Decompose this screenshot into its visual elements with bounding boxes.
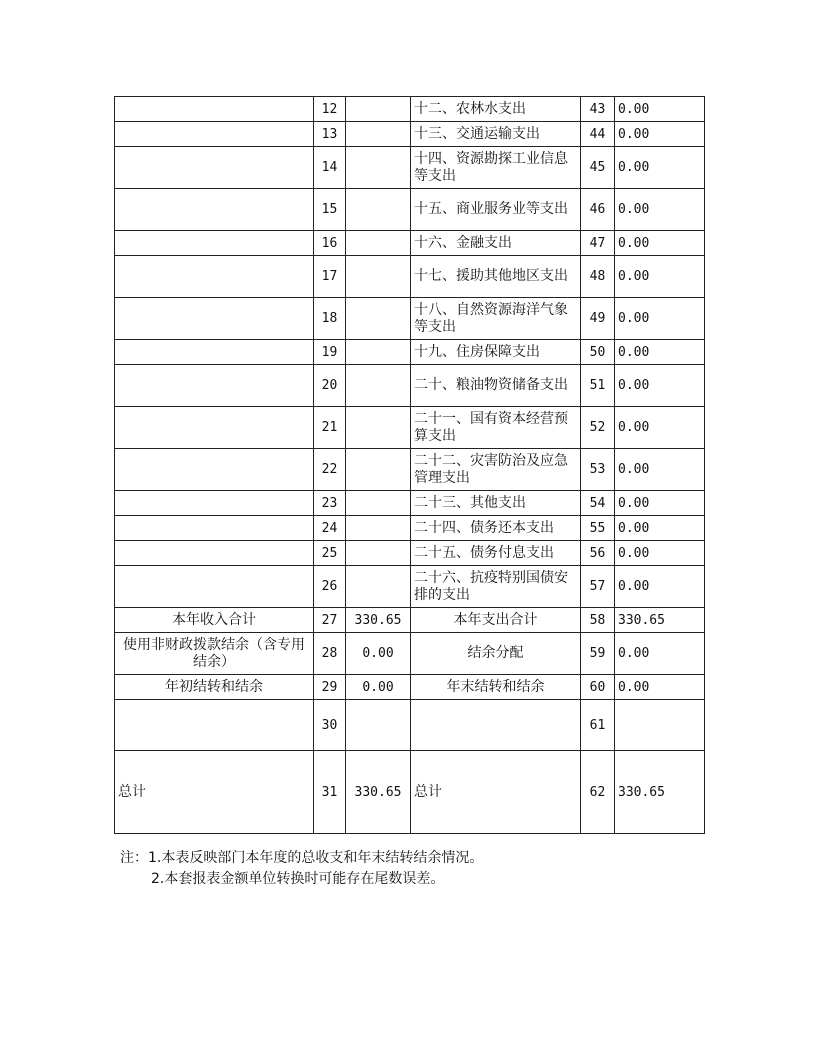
income-amount bbox=[346, 147, 411, 189]
table-row bbox=[115, 340, 705, 365]
total-income-label: 总计 bbox=[115, 751, 314, 834]
expense-item: 十五、商业服务业等支出 bbox=[411, 189, 581, 231]
table-notes bbox=[120, 848, 483, 890]
expense-row-number: 45 bbox=[581, 147, 615, 189]
table-row bbox=[115, 516, 705, 541]
income-row-number: 25 bbox=[314, 541, 346, 566]
income-item-cell bbox=[115, 700, 314, 751]
income-row-number: 29 bbox=[314, 675, 346, 700]
income-amount bbox=[346, 298, 411, 340]
income-amount bbox=[346, 449, 411, 491]
income-amount bbox=[346, 541, 411, 566]
expense-amount: 0.00 bbox=[615, 675, 705, 700]
income-row-number: 28 bbox=[314, 633, 346, 675]
expense-row-number: 55 bbox=[581, 516, 615, 541]
income-row-number: 22 bbox=[314, 449, 346, 491]
income-item-cell bbox=[115, 147, 314, 189]
expense-item: 十三、交通运输支出 bbox=[411, 122, 581, 147]
expense-amount: 0.00 bbox=[615, 449, 705, 491]
expense-row-number: 49 bbox=[581, 298, 615, 340]
income-row-number: 14 bbox=[314, 147, 346, 189]
expense-row-number: 44 bbox=[581, 122, 615, 147]
expense-item: 二十二、灾害防治及应急管理支出 bbox=[411, 449, 581, 491]
income-item-cell bbox=[115, 407, 314, 449]
income-row-number: 19 bbox=[314, 340, 346, 365]
income-row-number: 18 bbox=[314, 298, 346, 340]
note-prefix: 注： bbox=[120, 850, 148, 866]
summary-row bbox=[115, 675, 705, 700]
income-row-number: 30 bbox=[314, 700, 346, 751]
income-item-cell bbox=[115, 189, 314, 231]
income-row-number: 15 bbox=[314, 189, 346, 231]
expense-amount: 0.00 bbox=[615, 516, 705, 541]
blank-row bbox=[115, 700, 705, 751]
table-row bbox=[115, 566, 705, 608]
expense-item: 十四、资源勘探工业信息等支出 bbox=[411, 147, 581, 189]
summary-row bbox=[115, 608, 705, 633]
income-amount: 330.65 bbox=[346, 751, 411, 834]
expense-row-number: 54 bbox=[581, 491, 615, 516]
expense-row-number: 47 bbox=[581, 231, 615, 256]
summary-row bbox=[115, 633, 705, 675]
expense-item: 二十一、国有资本经营预算支出 bbox=[411, 407, 581, 449]
note-text-2: 2.本套报表金额单位转换时可能存在尾数误差。 bbox=[151, 871, 445, 887]
summary-income-label: 本年收入合计 bbox=[115, 608, 314, 633]
expense-amount: 0.00 bbox=[615, 491, 705, 516]
expense-row-number: 60 bbox=[581, 675, 615, 700]
expense-amount: 0.00 bbox=[615, 365, 705, 407]
expense-amount: 330.65 bbox=[615, 751, 705, 834]
expense-amount: 0.00 bbox=[615, 298, 705, 340]
income-amount bbox=[346, 566, 411, 608]
income-row-number: 17 bbox=[314, 256, 346, 298]
expense-amount: 330.65 bbox=[615, 608, 705, 633]
expense-item-cell bbox=[411, 700, 581, 751]
income-amount bbox=[346, 231, 411, 256]
table-row bbox=[115, 449, 705, 491]
income-amount bbox=[346, 122, 411, 147]
table-row bbox=[115, 365, 705, 407]
summary-income-label: 年初结转和结余 bbox=[115, 675, 314, 700]
expense-amount: 0.00 bbox=[615, 541, 705, 566]
income-amount bbox=[346, 491, 411, 516]
income-row-number: 21 bbox=[314, 407, 346, 449]
table-body bbox=[115, 97, 705, 834]
table-row bbox=[115, 147, 705, 189]
income-item-cell bbox=[115, 122, 314, 147]
summary-expense-label: 结余分配 bbox=[411, 633, 581, 675]
expense-row-number: 56 bbox=[581, 541, 615, 566]
note-line-2 bbox=[120, 869, 483, 890]
income-row-number: 13 bbox=[314, 122, 346, 147]
note-text-1: 1.本表反映部门本年度的总收支和年末结转结余情况。 bbox=[148, 850, 484, 866]
income-item-cell bbox=[115, 566, 314, 608]
expense-row-number: 43 bbox=[581, 97, 615, 122]
expense-item: 十六、金融支出 bbox=[411, 231, 581, 256]
expense-amount: 0.00 bbox=[615, 189, 705, 231]
expense-row-number: 61 bbox=[581, 700, 615, 751]
income-item-cell bbox=[115, 340, 314, 365]
expense-item: 二十四、债务还本支出 bbox=[411, 516, 581, 541]
income-row-number: 26 bbox=[314, 566, 346, 608]
expense-row-number: 57 bbox=[581, 566, 615, 608]
expense-row-number: 59 bbox=[581, 633, 615, 675]
table-row bbox=[115, 541, 705, 566]
income-row-number: 27 bbox=[314, 608, 346, 633]
summary-income-label: 使用非财政拨款结余（含专用结余） bbox=[115, 633, 314, 675]
income-amount bbox=[346, 516, 411, 541]
income-amount bbox=[346, 97, 411, 122]
income-amount: 0.00 bbox=[346, 675, 411, 700]
income-amount bbox=[346, 340, 411, 365]
expense-amount: 0.00 bbox=[615, 256, 705, 298]
income-item-cell bbox=[115, 491, 314, 516]
income-expense-table bbox=[114, 96, 705, 834]
income-amount bbox=[346, 365, 411, 407]
expense-amount: 0.00 bbox=[615, 566, 705, 608]
expense-item: 十七、援助其他地区支出 bbox=[411, 256, 581, 298]
expense-row-number: 58 bbox=[581, 608, 615, 633]
income-item-cell bbox=[115, 449, 314, 491]
income-amount bbox=[346, 256, 411, 298]
income-item-cell bbox=[115, 541, 314, 566]
income-amount bbox=[346, 189, 411, 231]
income-item-cell bbox=[115, 365, 314, 407]
table-row bbox=[115, 97, 705, 122]
expense-amount: 0.00 bbox=[615, 147, 705, 189]
income-amount: 330.65 bbox=[346, 608, 411, 633]
expense-amount: 0.00 bbox=[615, 633, 705, 675]
income-item-cell bbox=[115, 298, 314, 340]
table-row bbox=[115, 256, 705, 298]
income-item-cell bbox=[115, 256, 314, 298]
income-row-number: 12 bbox=[314, 97, 346, 122]
expense-row-number: 50 bbox=[581, 340, 615, 365]
expense-amount: 0.00 bbox=[615, 407, 705, 449]
income-item-cell bbox=[115, 97, 314, 122]
expense-row-number: 51 bbox=[581, 365, 615, 407]
summary-expense-label: 年末结转和结余 bbox=[411, 675, 581, 700]
expense-amount: 0.00 bbox=[615, 122, 705, 147]
income-row-number: 23 bbox=[314, 491, 346, 516]
expense-amount: 0.00 bbox=[615, 340, 705, 365]
income-amount: 0.00 bbox=[346, 633, 411, 675]
expense-row-number: 53 bbox=[581, 449, 615, 491]
income-amount bbox=[346, 700, 411, 751]
table-row bbox=[115, 189, 705, 231]
expense-amount bbox=[615, 700, 705, 751]
expense-item: 二十、粮油物资储备支出 bbox=[411, 365, 581, 407]
income-amount bbox=[346, 407, 411, 449]
income-item-cell bbox=[115, 516, 314, 541]
expense-item: 十九、住房保障支出 bbox=[411, 340, 581, 365]
expense-row-number: 48 bbox=[581, 256, 615, 298]
total-row bbox=[115, 751, 705, 834]
table-row bbox=[115, 407, 705, 449]
expense-item: 十八、自然资源海洋气象等支出 bbox=[411, 298, 581, 340]
note-line-1 bbox=[120, 848, 483, 869]
expense-amount: 0.00 bbox=[615, 231, 705, 256]
table-row bbox=[115, 491, 705, 516]
expense-item: 二十五、债务付息支出 bbox=[411, 541, 581, 566]
table-row bbox=[115, 231, 705, 256]
expense-amount: 0.00 bbox=[615, 97, 705, 122]
expense-item: 二十六、抗疫特别国债安排的支出 bbox=[411, 566, 581, 608]
table-row bbox=[115, 298, 705, 340]
income-row-number: 31 bbox=[314, 751, 346, 834]
expense-item: 二十三、其他支出 bbox=[411, 491, 581, 516]
income-row-number: 16 bbox=[314, 231, 346, 256]
expense-row-number: 46 bbox=[581, 189, 615, 231]
summary-expense-label: 本年支出合计 bbox=[411, 608, 581, 633]
table-row bbox=[115, 122, 705, 147]
income-item-cell bbox=[115, 231, 314, 256]
income-row-number: 20 bbox=[314, 365, 346, 407]
total-expense-label: 总计 bbox=[411, 751, 581, 834]
expense-item: 十二、农林水支出 bbox=[411, 97, 581, 122]
expense-row-number: 62 bbox=[581, 751, 615, 834]
income-row-number: 24 bbox=[314, 516, 346, 541]
expense-row-number: 52 bbox=[581, 407, 615, 449]
